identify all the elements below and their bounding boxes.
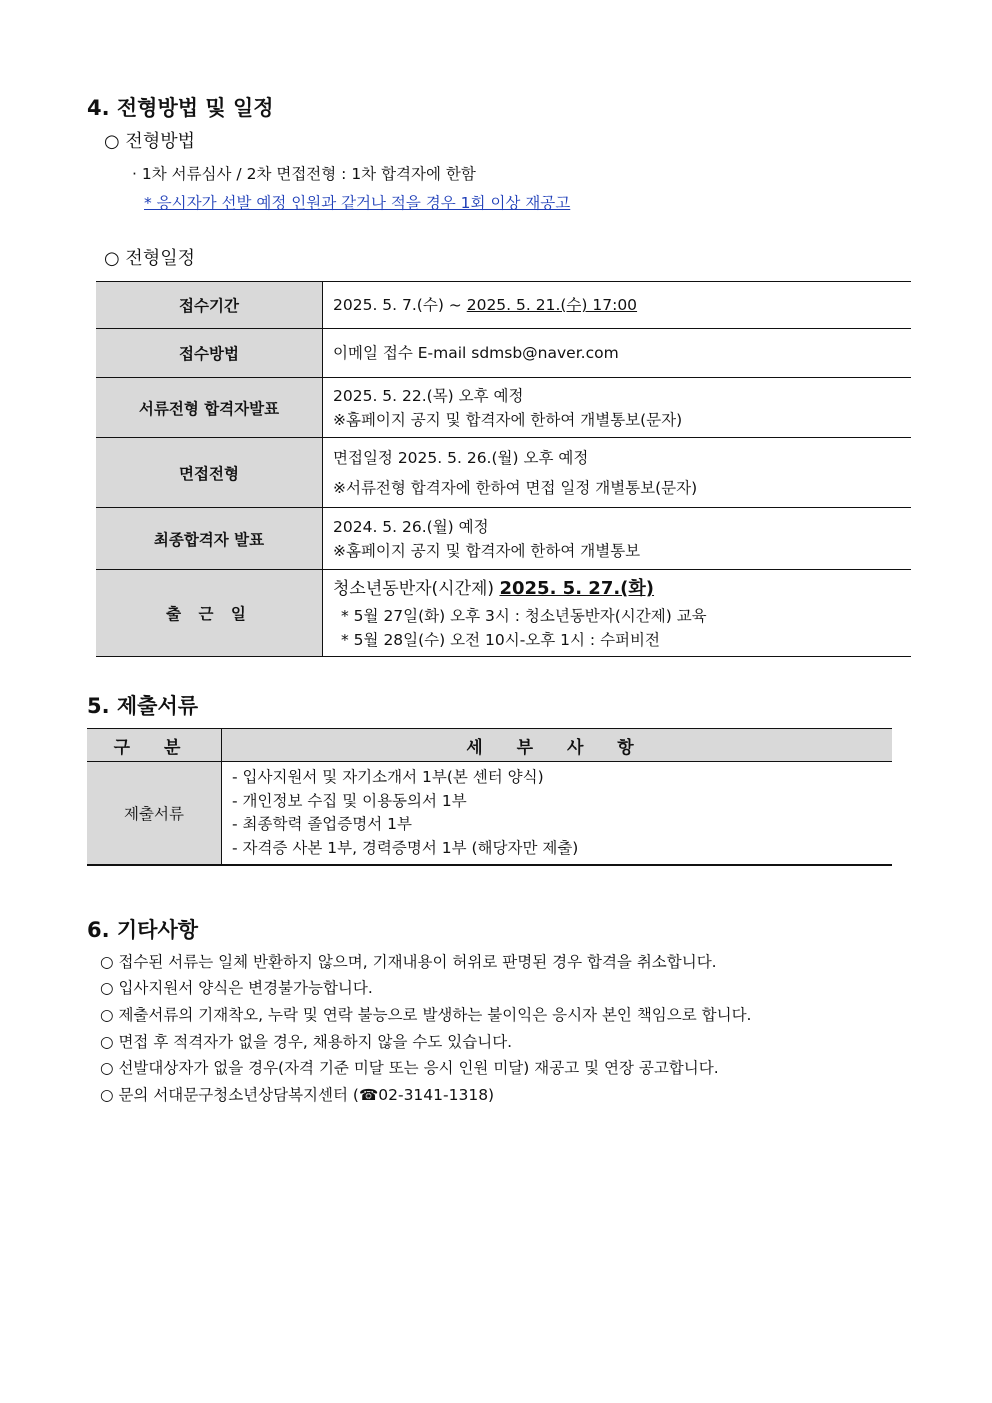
list-item: ○ 접수된 서류는 일체 반환하지 않으며, 기재내용이 허위로 판명된 경우 합격을 취소합니다. (100, 953, 717, 971)
header-category: 구 분 (87, 729, 222, 762)
schedule-label: 접수기간 (96, 282, 323, 329)
schedule-label: 서류전형 합격자발표 (96, 378, 323, 438)
documents-row (87, 762, 892, 866)
schedule-value (323, 438, 912, 508)
schedule-row-start-date (96, 570, 911, 657)
schedule-label: 최종합격자 발표 (96, 508, 323, 570)
value-line: * 5월 27일(화) 오후 3시 : 청소년동반자(시간제) 교육 (341, 607, 707, 625)
section5-title: 5. 제출서류 (87, 694, 199, 718)
list-item: ○ 입사지원서 양식은 변경불가능합니다. (100, 979, 373, 997)
method-line: · 1차 서류심사 / 2차 면접전형 : 1차 합격자에 한함 (132, 165, 476, 183)
documents-label: 제출서류 (87, 762, 222, 866)
list-item: - 자격증 사본 1부, 경력증명서 1부 (해당자만 제출) (232, 838, 579, 857)
list-item: - 최종학력 졸업증명서 1부 (232, 815, 412, 833)
schedule-row-period (96, 282, 911, 329)
start-role: 청소년동반자(시간제) (333, 579, 500, 599)
schedule-value (323, 508, 912, 570)
schedule-row-method (96, 329, 911, 378)
method-heading: ○ 전형방법 (104, 131, 195, 152)
documents-list (222, 762, 893, 866)
list-item: ○ 선발대상자가 없을 경우(자격 기준 미달 또는 응시 인원 미달) 재공고 및 연장 공고합니다. (100, 1059, 719, 1077)
schedule-label: 접수방법 (96, 329, 323, 378)
value-line: * 5월 28일(수) 오전 10시-오후 1시 : 수퍼비전 (341, 631, 660, 649)
documents-header-row (87, 729, 892, 762)
schedule-label: 면접전형 (96, 438, 323, 508)
period-start: 2025. 5. 7.(수) ~ (333, 296, 467, 314)
value-line: ※홈페이지 공지 및 합격자에 한하여 개별통보(문자) (333, 410, 683, 429)
section6-title: 6. 기타사항 (87, 918, 199, 942)
schedule-row-interview (96, 438, 911, 508)
schedule-value: 이메일 접수 E-mail sdmsb@naver.com (323, 329, 912, 378)
schedule-value (323, 378, 912, 438)
value-line: ※홈페이지 공지 및 합격자에 한하여 개별통보 (333, 541, 641, 560)
period-end: 2025. 5. 21.(수) 17:00 (466, 296, 638, 314)
schedule-row-final (96, 508, 911, 570)
documents-table (87, 728, 892, 866)
value-line: 면접일정 2025. 5. 26.(월) 오후 예정 (333, 448, 589, 467)
start-date: 2025. 5. 27.(화) (499, 578, 655, 599)
list-item: ○ 문의 서대문구청소년상담복지센터 (☎02-3141-1318) (100, 1086, 495, 1104)
list-item: ○ 제출서류의 기재착오, 누락 및 연락 불능으로 발생하는 불이익은 응시자 본인 책임으로 합니다. (100, 1006, 752, 1024)
schedule-value (323, 282, 912, 329)
list-item: ○ 면접 후 적격자가 없을 경우, 채용하지 않을 수도 있습니다. (100, 1033, 513, 1051)
header-details: 세 부 사 항 (222, 729, 893, 762)
list-item: - 개인정보 수집 및 이용동의서 1부 (232, 791, 467, 810)
schedule-row-doc-result (96, 378, 911, 438)
section4-title: 4. 전형방법 및 일정 (87, 96, 274, 120)
schedule-value (323, 570, 912, 657)
list-item: - 입사지원서 및 자기소개서 1부(본 센터 양식) (232, 768, 544, 786)
value-line: 2024. 5. 26.(월) 예정 (333, 517, 489, 536)
schedule-table (96, 281, 911, 657)
schedule-heading: ○ 전형일정 (104, 248, 195, 269)
value-line: 2025. 5. 22.(목) 오후 예정 (333, 386, 524, 405)
value-line (333, 574, 911, 604)
method-note: * 응시자가 선발 예정 인원과 같거나 적을 경우 1회 이상 재공고 (144, 194, 571, 212)
schedule-label: 출 근 일 (96, 570, 323, 657)
value-line: ※서류전형 합격자에 한하여 면접 일정 개별통보(문자) (333, 478, 698, 497)
